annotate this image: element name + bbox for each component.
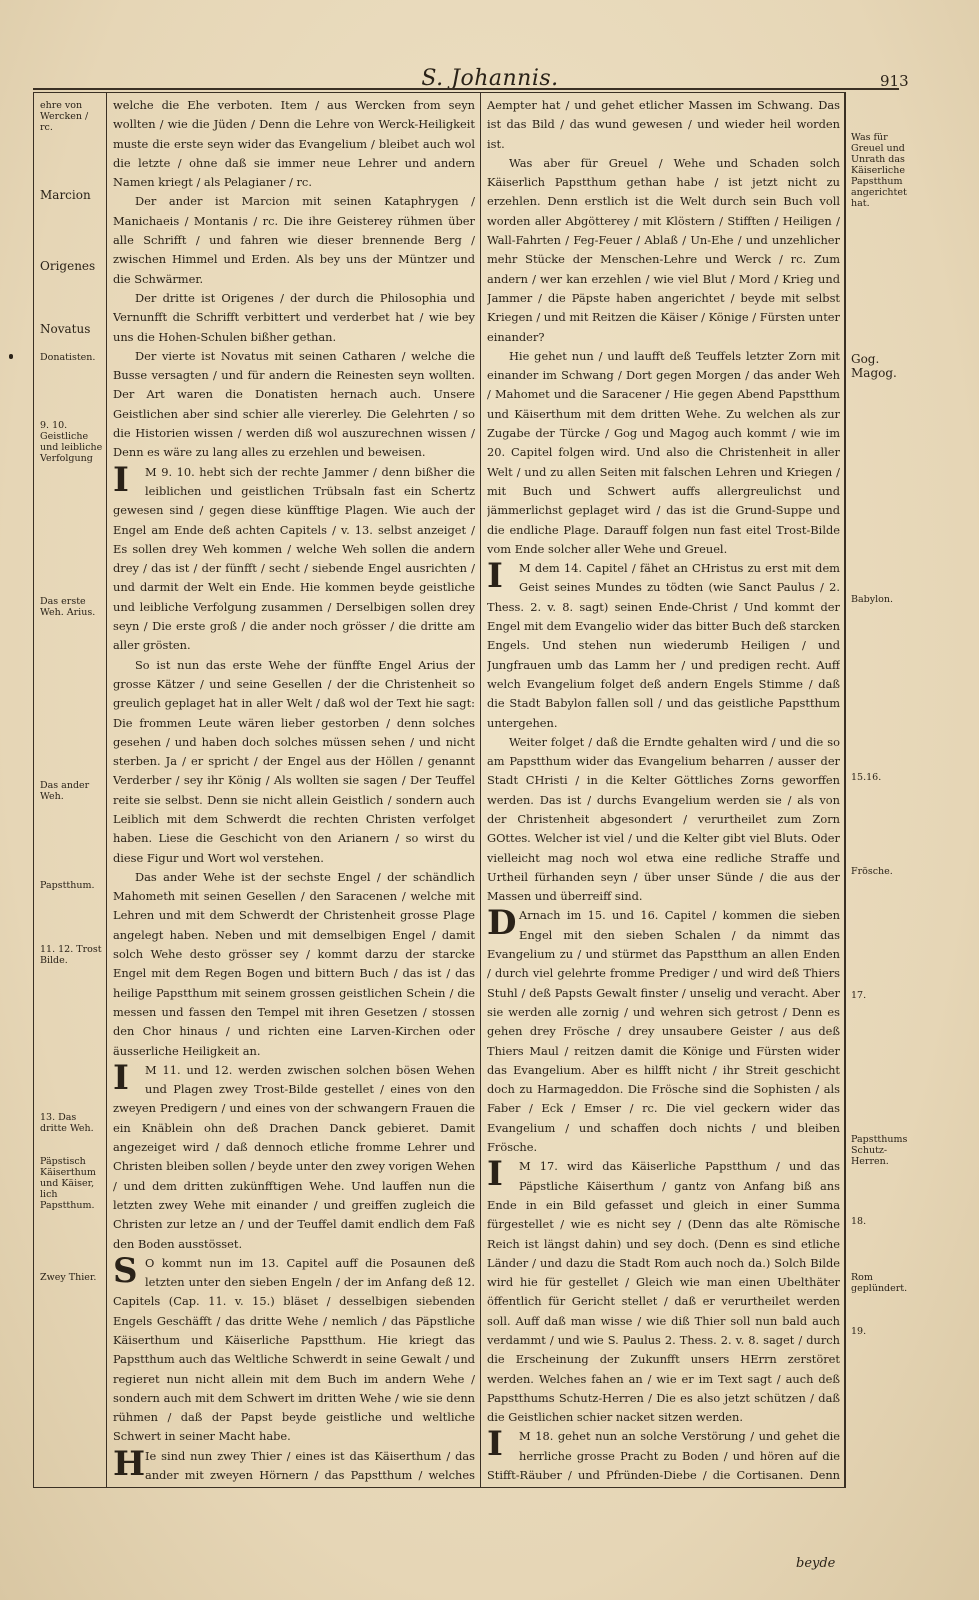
paragraph: Weiter folget / daß die Erndte gehalten wird / und die so am Papstthum wider das Evangelium beharren / ausser der Stadt CHristi / in die Kelter Göttliches Zorns geworffen werden. Das ist / durchs Evangelium werden sie / als von der Christenheit abgesondert / verurtheilet zum Zorn GOttes. Welcher ist viel / und die Kelter gibt viel Bluts. Oder vielleicht mag noch wol etwa eine redliche Straffe und Urtheil fürhanden seyn / über unser Sünde / die aus der Massen und überreiff sind. bbox=[487, 734, 840, 904]
paragraph: H Ie sind nun zwey Thier / eines ist das Käiserthum / das ander mit zweyen Hörnern / das Papstthum / welches bbox=[113, 1443, 475, 1484]
margin-note: Rom geplündert. bbox=[851, 1272, 908, 1294]
drop-cap-initial: I bbox=[487, 1424, 503, 1465]
drop-cap-initial: I bbox=[487, 556, 503, 597]
margin-note: Origenes bbox=[40, 259, 96, 273]
right-text-column bbox=[487, 96, 840, 1486]
drop-cap-initial: I bbox=[113, 1057, 129, 1098]
paragraph: welche die Ehe verboten. Item / aus Wercken from seyn wollten / wie die Jüden / Denn die Lehre von Werck-Heiligkeit muste die erste seyn wider das Evangelium / bleibet auch wol die letzte / ohne daß sie immer neue Lehrer und andern Namen kriegt / als Pelagianer / rc. bbox=[113, 98, 475, 190]
margin-note: Donatisten. bbox=[40, 352, 96, 363]
margin-note: 19. bbox=[851, 1326, 867, 1337]
paragraph: So ist nun das erste Wehe der fünffte Engel Arius der grosse Kätzer / und seine Gesellen / der die Christenheit so greulich geplaget hat in aller Welt / daß wol der Text hie sagt: Die frommen Leute wären lieber gestorben / denn solches gesehen / und haben doch solches müssen sehen / und nicht sterben. Ja / er spricht / der Engel aus der Höllen / genannt Verderber / sey ihr König / Als wollten sie sagen / Der Teuffel reite sie selbst. Denn sie nicht allein Geistlich / sondern auch Leiblich mit dem Schwerdt die rechten Christen verfolget haben. Liese die Geschicht von den Arianern / so wirst du diese Figur und Wort wol verstehen. bbox=[113, 657, 475, 865]
running-header-title: S. Johannis. bbox=[421, 66, 559, 91]
paragraph: Aempter hat / und gehet etlicher Massen im Schwang. Das ist das Bild / das wund gewesen / und wieder heil worden ist. bbox=[487, 98, 840, 151]
margin-note: 11. 12. Trost Bilde. bbox=[40, 944, 102, 966]
margin-note: 18. bbox=[851, 1216, 867, 1227]
margin-bullet-mark bbox=[9, 354, 13, 359]
paragraph: I M 9. 10. hebt sich der rechte Jammer / denn bißher die leiblichen und geistlichen Trübsaln fast ein Schertz gewesen sind / gegen diese künfftige Plagen. Wie auch der Engel am Ende deß achten Capitels / v. 13. selbst anzeiget / Es sollen drey Weh kommen / welche Weh sollen die andern drey / das ist / der fünfft / secht / siebende Engel ausrichten / und darmit der Welt ein Ende. Hie kommen beyde geistliche und leibliche Verfolgung zusammen / Derselbigen sollen drey seyn / Die erste groß / die ander noch grösser / die dritte am aller grösten. bbox=[113, 459, 475, 653]
margin-note: 13. Das dritte Weh. bbox=[40, 1112, 94, 1134]
paragraph: I M 17. wird das Käiserliche Papstthum / und das Päpstliche Käiserthum / gantz von Anfang biß ans Ende in ein Bild gefasset und gleich in einer Summa fürgestellet / wie es nicht sey / (Denn das alte Römische Reich ist längst dahin) und sey doch. (Denn es sind etliche Länder / und dazu die Stadt Rom auch noch da.) Solch Bilde wird hie für gestellet / Gleich wie man einen Ubelthäter öffentlich für Gericht stellet / daß er verurtheilet werden soll. Auff daß man wisse / wie diß Thier soll nun bald auch verdammt / und wie S. Paulus 2. Thess. 2. v. 8. saget / durch die Erscheinung der Zukunfft unsers HErrn zerstöret werden. Welches fahen an / wie er im Text sagt / auch deß Papstthums Schutz-Herren / Die es also jetzt schützen / daß die Geistlichen schier nacket sitzen werden. bbox=[487, 1154, 840, 1425]
paragraph: Hie gehet nun / und laufft deß Teuffels letzter Zorn mit einander im Schwang / Dort gegen Morgen / das ander Weh / Mahomet und die Saracener / Hie gegen Abend Papstthum und Käiserthum mit dem dritten Wehe. Zu welchen als zur Zugabe der Türcke / Gog und Magog auch kommt / wie im 20. Capitel folgen wird. Und also die Christenheit in aller Welt / und zu allen Seiten mit falschen Lehren und Kriegen / mit Buch und Schwert auffs allergreulichst und jämmerlichst geplaget wird / das ist die Grund-Suppe und die endliche Plage. Darauff folgen nun fast eitel Trost-Bilde vom Ende solcher aller Wehe und Greuel. bbox=[487, 348, 840, 556]
right-margin-rule bbox=[845, 92, 846, 1488]
margin-note: 9. 10. Geistliche und leibliche Verfolgung bbox=[40, 420, 103, 464]
column-divider-rule bbox=[480, 92, 481, 1488]
paragraph: Was aber für Greuel / Wehe und Schaden solch Käiserlich Papstthum gethan habe / ist jetzt nicht zu erzehlen. Denn erstlich ist die Welt durch sein Buch voll worden aller Abgötterey / mit Klöstern / Stifften / Heiligen / Wall-Fahrten / Feg-Feuer / Ablaß / Un-Ehe / und unzehlicher mehr Stücke der Menschen-Lehre und Werck / rc. Zum andern / wer kan erzehlen / wie viel Blut / Mord / Krieg und Jammer / die Päpste haben angerichtet / beyde mit selbst Kriegen / und mit Reitzen die Käiser / Könige / Fürsten unter einander? bbox=[487, 155, 840, 344]
margin-note: Marcion bbox=[40, 188, 91, 202]
header-rule bbox=[33, 88, 899, 90]
drop-cap-initial: I bbox=[487, 1154, 503, 1195]
left-text-column bbox=[113, 96, 475, 1486]
margin-note: Papstthum. bbox=[40, 880, 95, 891]
paragraph: D Arnach im 15. und 16. Capitel / kommen die sieben Engel mit den sieben Schalen / da nimmt das Evangelium zu / und stürmet das Papstthum an allen Enden / durch viel gelehrte fromme Prediger / und wird deß Thiers Stuhl / deß Papsts Gewalt finster / unselig und veracht. Aber sie werden alle zornig / und wehren sich getrost / Denn es gehen drey Frösche / drey unsaubere Geister / aus deß Thiers Maul / reitzen damit die Könige und Fürsten wider das Evangelium. Aber es hilfft nicht / ihr Streit geschicht doch zu Harmageddon. Die Frösche sind die Sophisten / als Faber / Eck / Emser / rc. Die viel geckern wider das Evangelium / und schaffen doch nichts / und bleiben Frösche. bbox=[487, 903, 840, 1155]
drop-cap-initial: I bbox=[113, 459, 129, 500]
drop-cap-initial: S bbox=[113, 1250, 138, 1291]
margin-note: 17. bbox=[851, 990, 867, 1001]
margin-note: Das ander Weh. bbox=[40, 780, 90, 802]
paragraph: Der vierte ist Novatus mit seinen Catharen / welche die Busse versagten / und für andern die Reinesten seyn wollten. Der Art waren die Donatisten hernach auch. Unsere Geistlichen aber sind schier alle viererley. Die Gelehrten / so die Historien wissen / werden diß wol auszurechnen wissen / Denn es wäre zu lang alles zu erzehlen und beweisen. bbox=[113, 348, 475, 460]
margin-note: Was für Greuel und Unrath das Käiserliche Papstthum angerichtet hat. bbox=[851, 132, 907, 209]
paragraph: Der ander ist Marcion mit seinen Kataphrygen / Manichaeis / Montanis / rc. Die ihre Geisterey rühmen über alle Schrifft / und fahren wie dieser brennende Berg / zwischen Himmel und Erden. Als bey uns der Müntzer und die Schwärmer. bbox=[113, 194, 475, 286]
paragraph: S O kommt nun im 13. Capitel auff die Posaunen deß letzten unter den sieben Engeln / der im Anfang deß 12. Capitels (Cap. 11. v. 15.) bläset / desselbigen siebenden Engels Geschäfft / das dritte Wehe / nemlich / das Päpstliche Käiserthum und Käiserliche Papstthum. Hie kriegt das Papstthum auch das Weltliche Schwerdt in seine Gewalt / und regieret nun nicht allein mit dem Buch im andern Wehe / sondern auch mit dem Schwert im dritten Wehe / wie sie denn rühmen / daß der Papst beyde geistliche und weltliche Schwert in seiner Macht habe. bbox=[113, 1250, 475, 1444]
paragraph: I M dem 14. Capitel / fähet an CHristus zu erst mit dem Geist seines Mundes zu tödten (wie Sanct Paulus / 2. Thess. 2. v. 8. sagt) seinen Ende-Christ / Und kommt der Engel mit dem Evangelio wider das bitter Buch deß starcken Engels. Und stehen nun wiederumb Heiligen / und Jungfrauen umb das Lamm her / und predigen recht. Auff welch Evangelium folget deß andern Engels Stimme / daß die Stadt Babylon fallen soll / und das geistliche Papstthum untergehen. bbox=[487, 556, 840, 730]
margin-note: ehre von Wercken / rc. bbox=[40, 100, 89, 133]
left-margin-rule bbox=[106, 92, 107, 1488]
margin-note: Babylon. bbox=[851, 594, 893, 605]
drop-cap-initial: H bbox=[113, 1443, 146, 1484]
margin-note: Gog. Magog. bbox=[851, 352, 897, 380]
paragraph: Das ander Wehe ist der sechste Engel / der schändlich Mahometh mit seinen Gesellen / den Saracenen / welche mit Lehren und mit dem Schwerdt der Christenheit grosse Plage angelegt haben. Neben und mit demselbigen Engel / damit solch Wehe desto grösser sey / kommt darzu der starcke Engel mit dem Regen Bogen und bittern Buch / das ist / das heilige Papstthum mit seinem grossen geistlichen Schein / die messen und fassen den Tempel mit ihren Gesetzen / stossen den Chor hinaus / und richten eine Larven-Kirchen oder äusserliche Heiligkeit an. bbox=[113, 869, 475, 1058]
paragraph: I M 11. und 12. werden zwischen solchen bösen Wehen und Plagen zwey Trost-Bilde gestellet / eines von den zweyen Predigern / und eines von der schwangern Frauen die ein Knäblein ohn deß Drachen Danck gebieret. Damit angezeiget wird / daß dennoch etliche fromme Lehrer und Christen bleiben sollen / beyde unter den zwey vorigen Wehen / und dem dritten zukünfftigen Wehe. Und lauffen nun die letzten zwey Wehe mit einander / und greiffen zugleich die Christen zur letze an / und der Teuffel damit endlich dem Faß den Boden ausstösset. bbox=[113, 1057, 475, 1251]
margin-note: Päpstisch Käiserthum und Käiser, lich Papstthum. bbox=[40, 1156, 96, 1211]
paragraph: I M 18. gehet nun an solche Verstörung / und gehet die herrliche grosse Pracht zu Boden / und hören auf die Stifft-Räuber / und Pfründen-Diebe / die Cortisanen. Denn bbox=[487, 1424, 840, 1483]
paragraph: Der dritte ist Origenes / der durch die Philosophia und Vernunfft die Schrifft verbittert und verderbet hat / wie bey uns die Hohen-Schulen bißher gethan. bbox=[113, 290, 475, 344]
page-number: 913 bbox=[880, 72, 909, 90]
catchword: beyde bbox=[796, 1556, 836, 1571]
margin-note: 15.16. bbox=[851, 772, 882, 783]
margin-note: Papstthums Schutz-Herren. bbox=[851, 1134, 908, 1167]
margin-note: Das erste Weh. Arius. bbox=[40, 596, 96, 618]
margin-note: Frösche. bbox=[851, 866, 893, 877]
drop-cap-initial: D bbox=[487, 903, 517, 944]
margin-note: Zwey Thier. bbox=[40, 1272, 97, 1283]
margin-note: Novatus bbox=[40, 322, 91, 336]
